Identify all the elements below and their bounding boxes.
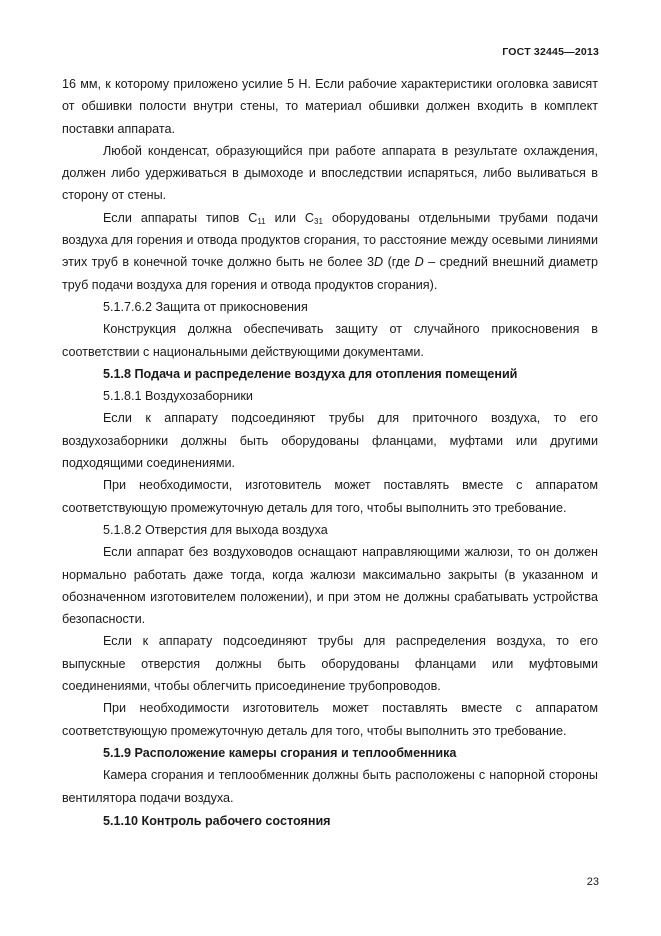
paragraph-louvres: Если аппарат без воздуховодов оснащают направляющими жалюзи, то он должен нормально работать даже тогда, когда жалюзи максимально закрыты (в указанном и обозначенном изготовителем положении), и при этом не должны срабатывать устройства безопасности. xyxy=(62,545,598,627)
section-heading-5-1-8: 5.1.8 Подача и распределение воздуха для отопления помещений xyxy=(103,366,518,381)
subscript-31: 31 xyxy=(314,216,323,226)
paragraph-air-intakes: Если к аппарату подсоединяют трубы для приточного воздуха, то его воздухозаборники должны быть оборудованы фланцами, муфтами или другими подходящими соединениями. xyxy=(62,411,598,471)
paragraph-outlet-connections: Если к аппарату подсоединяют трубы для распределения воздуха, то его выпускные отверстия должны быть оборудованы фланцами или муфтовыми соединениями, чтобы облегчить присоединение трубопроводов. xyxy=(62,634,598,694)
paragraph-pipe-distance xyxy=(62,207,598,296)
paragraph-continuation: 16 мм, к которому приложено усилие 5 Н. Если рабочие характеристики оголовка зависят от обшивки полости внутри стены, то материал обшивки должен входить в комплект поставки аппарата. xyxy=(62,77,598,136)
document-code-header: ГОСТ 32445—2013 xyxy=(502,46,599,58)
section-heading-5-1-10: 5.1.10 Контроль рабочего состояния xyxy=(103,813,331,828)
section-heading-5-1-9: 5.1.9 Расположение камеры сгорания и теплообменника xyxy=(103,745,457,760)
page-number: 23 xyxy=(586,876,599,888)
document-body xyxy=(62,73,598,832)
text-run: (где xyxy=(383,255,415,270)
text-run: – средний внешний диаметр труб подачи воздуха для горения и отвода продуктов сгорания). xyxy=(62,255,598,292)
paragraph-combustion-chamber: Камера сгорания и теплообменник должны быть расположены с напорной стороны вентилятора подачи воздуха. xyxy=(62,768,598,805)
section-heading-5-1-8-1: 5.1.8.1 Воздухозаборники xyxy=(103,389,253,404)
paragraph-contact-protection: Конструкция должна обеспечивать защиту от случайного прикосновения в соответствии с национальными действующими документами. xyxy=(62,322,598,359)
paragraph-condensate: Любой конденсат, образующийся при работе аппарата в результате охлаждения, должен либо удерживаться в дымоходе и впоследствии испаряться, либо выливаться в сторону от стены. xyxy=(62,143,598,203)
italic-d: D xyxy=(414,255,424,270)
text-run: или C xyxy=(265,210,314,225)
section-heading-5-1-7-6-2: 5.1.7.6.2 Защита от прикосновения xyxy=(103,299,308,314)
text-run: Если аппараты типов C xyxy=(103,210,258,225)
section-heading-5-1-8-2: 5.1.8.2 Отверстия для выхода воздуха xyxy=(103,522,328,537)
paragraph-intermediate-part-1: При необходимости, изготовитель может поставлять вместе с аппаратом соответствующую промежуточную деталь для того, чтобы выполнить это требование. xyxy=(62,478,598,515)
paragraph-intermediate-part-2: При необходимости изготовитель может поставлять вместе с аппаратом соответствующую промежуточную деталь для того, чтобы выполнить это требование. xyxy=(62,701,598,738)
italic-d: D xyxy=(374,255,384,270)
subscript-11: 11 xyxy=(257,216,266,226)
text-run: оборудованы отдельными трубами подачи воздуха для горения и отвода продуктов сгорания, то расстояние между осевыми линиями этих труб в конечной точке должно быть не более 3 xyxy=(62,210,598,270)
